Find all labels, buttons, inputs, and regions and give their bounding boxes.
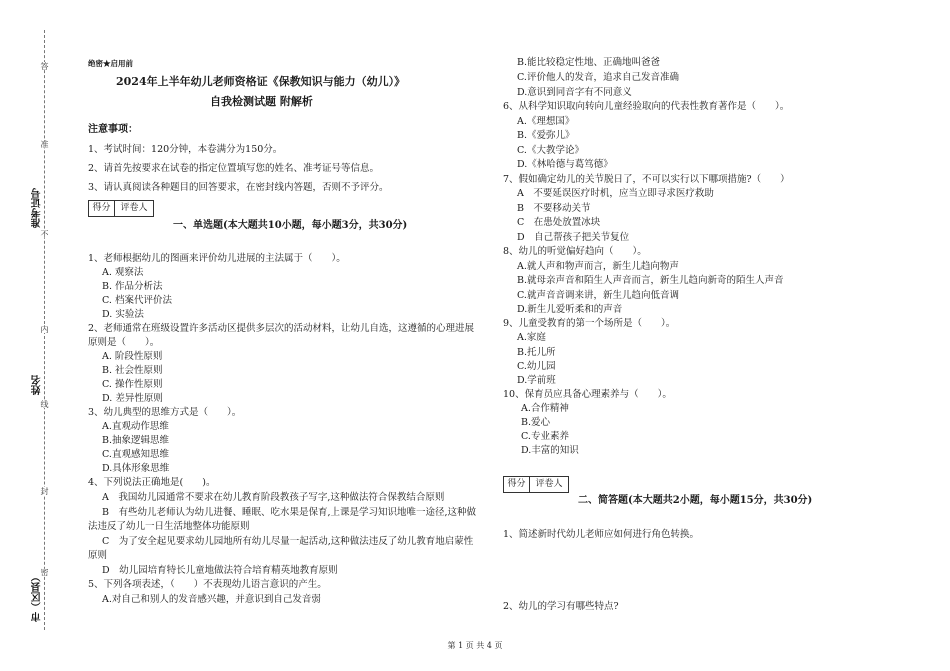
option-line: A. 观察法: [102, 267, 144, 278]
option-line: A.《理想国》: [517, 116, 575, 127]
option-line: D 幼儿园培育特长儿童地做法符合培育精英地教育原则: [102, 565, 338, 576]
seal-char: 准: [40, 140, 49, 148]
seal-char: 不: [40, 230, 49, 238]
score-label: 得分: [89, 201, 115, 216]
option-line: D.具体形象思维: [102, 463, 170, 474]
option-line: C.直观感知思维: [102, 449, 169, 460]
option-line: A.对自己和别人的发音感兴趣，并意识到自己发音弱: [102, 594, 321, 605]
score-label: 得分: [504, 477, 530, 492]
option-line: A 我国幼儿园通常不要求在幼儿教育阶段教孩子写字,这种做法符合保教结合原则: [102, 492, 445, 503]
page-title: 2024年上半年幼儿老师资格证《保教知识与能力（幼儿）》: [116, 75, 406, 88]
option-line: B. 作品分析法: [102, 281, 163, 292]
option-line: B. 社会性原则: [102, 365, 163, 376]
option-line: A.合作精神: [521, 403, 569, 414]
question-line: 7、假如确定幼儿的关节脱日了，不可以实行以下哪项措施?（ ）: [503, 174, 790, 185]
option-line: C.专业素养: [521, 431, 569, 442]
score-box: [88, 200, 154, 217]
notice-item: 3、请认真阅读各种题目的回答要求，在密封线内答题，否则不予评分。: [88, 182, 389, 193]
seal-char: 答: [40, 62, 49, 70]
option-line: D.《林哈德与葛笃德》: [517, 159, 613, 170]
seal-char: 线: [40, 400, 49, 408]
option-line: B 不要移动关节: [517, 203, 591, 214]
seal-char: 内: [40, 325, 49, 333]
district-label: 市（区县）: [32, 572, 43, 622]
question-line: 6、从科学知识取向转向儿童经验取向的代表性教育著作是（ ）。: [503, 101, 790, 112]
option-line: C.就声音音调来讲，新生儿趋向低音调: [517, 290, 679, 301]
seal-char: 密: [40, 568, 49, 576]
option-line: B.爱心: [521, 417, 551, 428]
notice-heading: 注意事项：: [88, 124, 138, 135]
option-line: C. 档案代评价法: [102, 295, 172, 306]
question-line: 3、幼儿典型的思维方式是（ ）。: [88, 407, 242, 418]
page-footer: 第 1 页 共 4 页: [447, 641, 503, 650]
option-line: B.抽象逻辑思维: [102, 435, 170, 446]
question-line: 原则是（ ）。: [88, 337, 160, 348]
option-line: 原则: [88, 550, 108, 561]
option-line: B 有些幼儿老师认为幼儿进餐、睡眠、吃水果是保育,上课是学习知识地唯一途径,这种做: [102, 507, 477, 518]
notice-item: 2、请首先按要求在试卷的指定位置填写您的姓名、准考证号等信息。: [88, 163, 380, 174]
option-line: D.学前班: [517, 375, 556, 386]
secret-label: 绝密★启用前: [88, 59, 133, 68]
name-label: 姓名: [32, 375, 43, 395]
option-line: D 自己帮孩子把关节复位: [517, 232, 630, 243]
notice-item: 1、考试时间：120分钟，本卷满分为150分。: [88, 144, 283, 155]
question-line: 8、幼儿的听觉偏好趋向（ ）。: [503, 246, 647, 257]
option-line: C.评价他人的发音，追求自己发音准确: [517, 72, 679, 83]
option-line: D. 差异性原则: [102, 393, 163, 404]
question-line: 1、简述新时代幼儿老师应如何进行角色转换。: [503, 529, 700, 540]
option-line: C 为了安全起见要求幼儿园地所有幼儿尽量一起活动,这种做法违反了幼儿教育地启蒙性: [102, 536, 474, 547]
option-line: C 在患处放置冰块: [517, 217, 601, 228]
option-line: D.丰富的知识: [521, 445, 579, 456]
option-line: 法违反了幼儿一日生活地整体功能原则: [88, 521, 250, 532]
option-line: A.直观动作思维: [102, 421, 169, 432]
question-line: 9、儿童受教育的第一个场所是（ ）。: [503, 318, 676, 329]
option-line: A 不要延误医疗时机，应当立即寻求医疗救助: [517, 188, 714, 199]
question-line: 1、老师根据幼儿的图画来评价幼儿进展的主法属于（ ）。: [88, 253, 346, 264]
option-line: B.就母亲声音和陌生人声音而言，新生儿趋向新奇的陌生人声音: [517, 275, 784, 286]
option-line: D. 实验法: [102, 309, 144, 320]
grader-label: 评卷人: [535, 479, 563, 489]
binding-strip: [0, 0, 70, 671]
section1-heading: 一、单选题(本大题共10小题，每小题3分，共30分): [173, 220, 408, 231]
option-line: C.幼儿园: [517, 361, 556, 372]
question-line: 10、保育员应具备心理素养与（ ）。: [503, 389, 672, 400]
question-line: 5、下列各项表述，（ ）不表现幼儿语言意识的产生。: [88, 579, 327, 590]
page-subtitle: 自我检测试题 附解析: [210, 95, 313, 108]
option-line: B.托儿所: [517, 347, 556, 358]
section2-heading: 二、简答题(本大题共2小题，每小题15分，共30分): [578, 495, 813, 506]
option-line: A.就人声和物声而言，新生儿趋向物声: [517, 261, 679, 272]
option-line: B.《爱弥儿》: [517, 130, 575, 141]
question-line: 2、幼儿的学习有哪些特点?: [503, 601, 619, 612]
option-line: A.家庭: [517, 332, 546, 343]
option-line: B.能比较稳定性地、正确地叫爸爸: [517, 57, 661, 68]
option-line: D.意识到同音字有不同意义: [517, 87, 632, 98]
question-line: 4、下列说法正确地是( )。: [88, 477, 216, 488]
option-line: C. 操作性原则: [102, 379, 163, 390]
option-line: D.新生儿爱听柔和的声音: [517, 304, 623, 315]
seal-char: 封: [40, 487, 49, 495]
option-line: A. 阶段性原则: [102, 351, 163, 362]
score-box: [503, 476, 569, 493]
question-line: 2、老师通常在班级设置许多活动区提供多层次的活动材料，让幼儿自选，这遵循的心理进展: [88, 323, 475, 334]
option-line: C.《大教学论》: [517, 145, 584, 156]
grader-label: 评卷人: [120, 203, 148, 213]
exam-number-label: 准考证号: [32, 188, 43, 228]
